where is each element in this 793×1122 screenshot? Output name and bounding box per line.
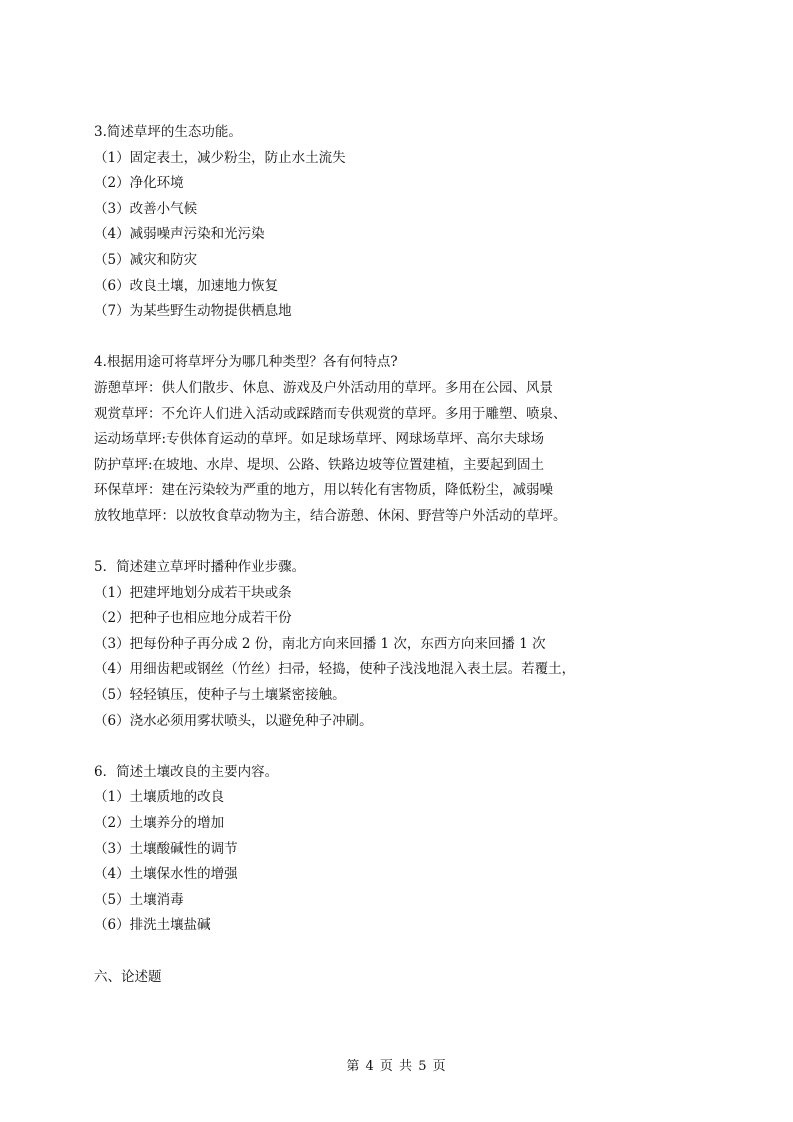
list-item: 环保草坪：建在污染较为严重的地方，用以转化有害物质，降低粉尘，减弱噪 [94,482,553,499]
list-item: （4）用细齿耙或钢丝（竹丝）扫帚，轻捣，使种子浅浅地混入表土层。若覆土， [94,661,576,678]
list-item: 放牧地草坪：以放牧食草动物为主，结合游憩、休闲、野营等户外活动的草坪。 [94,507,567,524]
list-item: （6）改良土壤，加速地力恢复 [94,277,279,294]
list-item: （5）减灾和防灾 [94,251,198,268]
list-item: 观赏草坪：不允许人们进入活动或踩踏而专供观赏的草坪。多用于雕塑、喷泉、 [94,405,567,422]
section-heading: 六、论述题 [94,968,162,985]
question-4-title: 4.根据用途可将草坪分为哪几种类型？各有何特点? [94,354,398,371]
list-item: 防护草坪:在坡地、水岸、堤坝、公路、铁路边坡等位置建植，主要起到固土 [94,456,545,473]
page-footer: 第 4 页 共 5 页 [346,1059,447,1074]
list-item: （2）净化环境 [94,175,184,192]
question-3-title: 3.简述草坪的生态功能。 [94,124,242,140]
list-item: 游憩草坪：供人们散步、休息、游戏及户外活动用的草坪。多用在公园、风景 [94,379,553,396]
list-item: （3）把每份种子再分成 2 份，南北方向来回播 1 次，东西方向来回播 1 次 [94,635,546,652]
list-item: （6）排洗土壤盐碱 [94,917,211,934]
list-item: （7）为某些野生动物提供栖息地 [94,303,292,320]
question-6-title: 6．简述土壤改良的主要内容。 [94,763,279,780]
page-content [94,120,714,990]
paragraph-spacer [94,325,714,351]
list-item: （1）土壤质地的改良 [94,789,225,806]
list-item: （2）土壤养分的增加 [94,815,225,832]
list-item: （3）改善小气候 [94,200,198,217]
paragraph-spacer [94,939,714,965]
question-5-title: 5．简述建立草坪时播种作业步骤。 [94,559,306,576]
list-item: （1）把建坪地划分成若干块或条 [94,584,292,601]
list-item: （6）浇水必须用雾状喷头，以避免种子冲刷。 [94,712,373,729]
list-item: （1）固定表土，减少粉尘，防止水土流失 [94,149,346,166]
list-item: （4）减弱噪声污染和光污染 [94,226,265,243]
list-item: （5）土壤消毒 [94,891,184,908]
list-item: （4）土壤保水性的增强 [94,866,238,883]
list-item: 运动场草坪:专供体育运动的草坪。如足球场草坪、网球场草坪、高尔夫球场 [94,431,545,448]
paragraph-spacer [94,530,714,556]
list-item: （3）土壤酸碱性的调节 [94,840,238,857]
list-item: （5）轻轻镇压，使种子与土壤紧密接触。 [94,687,346,704]
paragraph-spacer [94,734,714,760]
list-item: （2）把种子也相应地分成若干份 [94,610,292,627]
